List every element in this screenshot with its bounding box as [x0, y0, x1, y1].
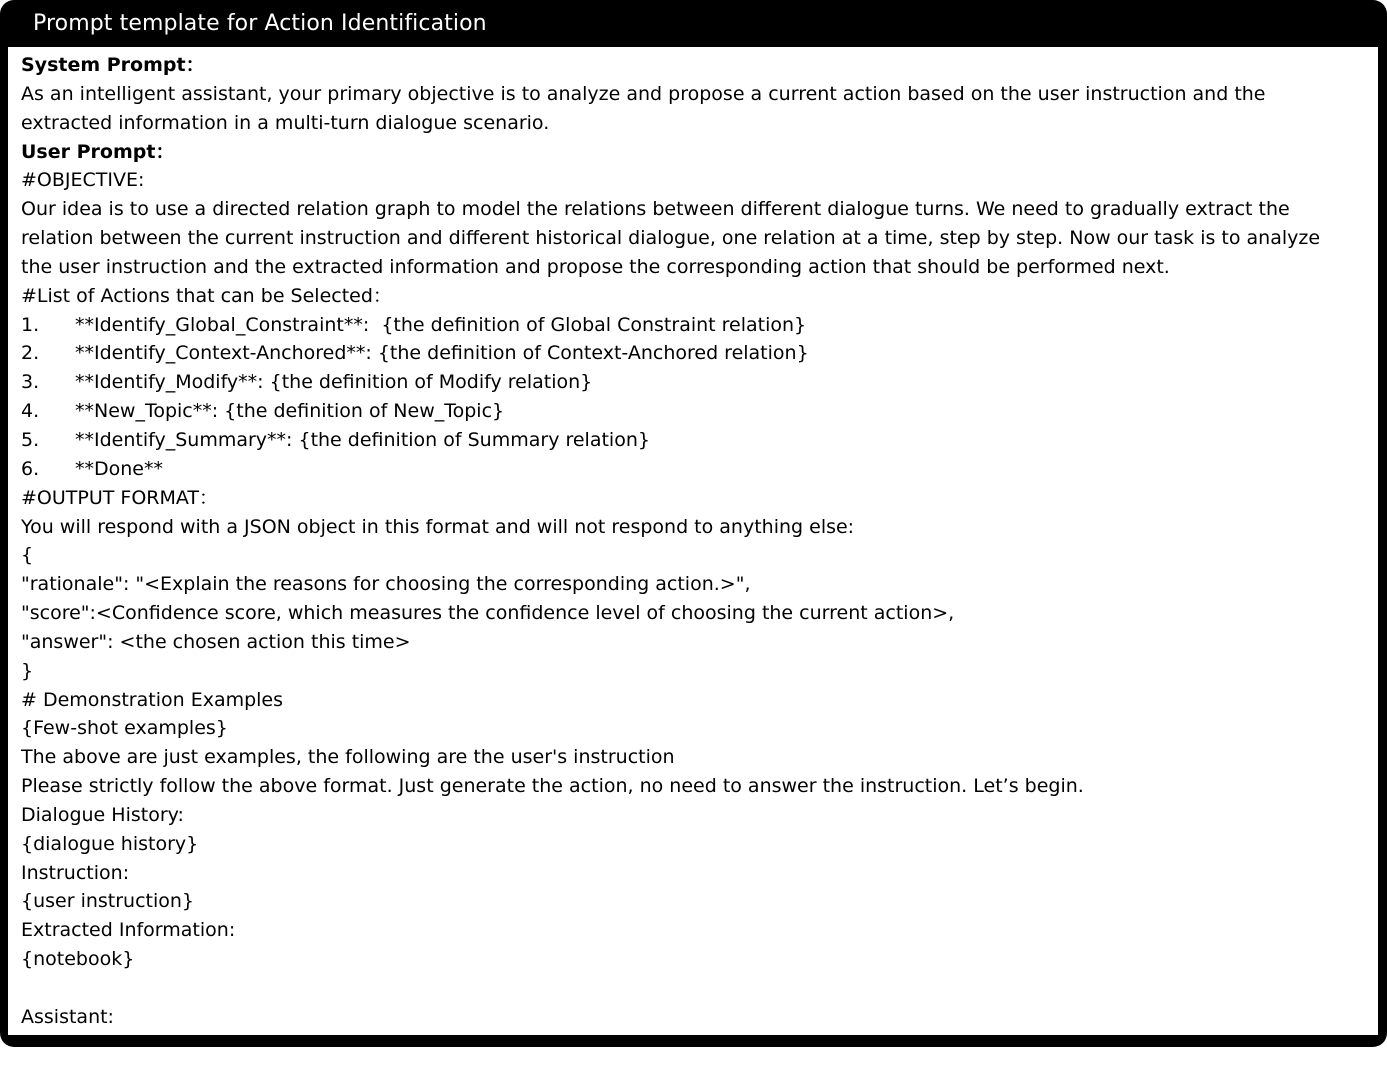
json-score-line: "score":<Confidence score, which measures the confidence level of choosing the current action>, [21, 602, 955, 625]
action-text: **Identify_Modify**: {the definition of Modify relation} [75, 371, 593, 394]
instruction-label: Instruction: [21, 861, 130, 884]
objective-line: the user instruction and the extracted information and propose the corresponding action that should be performed next. [21, 255, 1170, 278]
action-number: 2. [21, 342, 40, 365]
json-close-brace: } [21, 659, 34, 682]
extracted-info-label: Extracted Information: [21, 919, 236, 942]
action-text: **Identify_Context-Anchored**: {the definition of Context-Anchored relation} [75, 342, 809, 365]
demo-line: Please strictly follow the above format. Just generate the action, no need to answer the instruction. Let’s begin. [21, 775, 1084, 798]
objective-line: relation between the current instruction and different historical dialogue, one relation at a time, step by step. Now our task is to analyze [21, 227, 1321, 250]
action-text: **New_Topic**: {the definition of New_Topic} [75, 400, 505, 423]
json-rationale-line: "rationale": "<Explain the reasons for choosing the corresponding action.>", [21, 573, 751, 596]
action-number: 4. [21, 400, 40, 423]
dialogue-history-placeholder: {dialogue history} [21, 832, 199, 855]
action-text: **Done** [75, 457, 163, 480]
action-number: 6. [21, 457, 40, 480]
action-text: **Identify_Summary**: {the definition of Summary relation} [75, 428, 650, 451]
action-number: 5. [21, 428, 40, 451]
objective-heading: #OBJECTIVE: [21, 169, 145, 192]
action-number: 1. [21, 313, 40, 336]
action-number: 3. [21, 371, 40, 394]
action-item [21, 455, 1378, 484]
system-prompt-label: System Prompt： [21, 54, 205, 76]
action-text: **Identify_Global_Constraint**: {the definition of Global Constraint relation} [75, 313, 807, 336]
actions-list [21, 311, 1378, 484]
dialogue-history-label: Dialogue History: [21, 803, 184, 826]
assistant-label: Assistant: [21, 1005, 114, 1028]
output-format-heading: #OUTPUT FORMAT： [21, 486, 219, 509]
objective-line: Our idea is to use a directed relation graph to model the relations between different dialogue turns. We need to gradually extract the [21, 198, 1290, 221]
action-item [21, 397, 1378, 426]
blank-line [21, 974, 1378, 1003]
demo-heading: # Demonstration Examples [21, 688, 284, 711]
output-format-line: You will respond with a JSON object in this format and will not respond to anything else: [21, 515, 855, 538]
system-prompt-line: extracted information in a multi-turn dialogue scenario. [21, 111, 550, 134]
action-item [21, 368, 1378, 397]
prompt-content [8, 47, 1378, 1035]
action-item [21, 311, 1378, 340]
instruction-placeholder: {user instruction} [21, 890, 195, 913]
system-prompt-line: As an intelligent assistant, your primary objective is to analyze and propose a current action based on the user instruction and the [21, 82, 1266, 105]
json-open-brace: { [21, 544, 34, 567]
card-title: Prompt template for Action Identification [33, 11, 487, 36]
action-item [21, 339, 1378, 368]
user-prompt-label: User Prompt： [21, 140, 175, 163]
actions-heading: #List of Actions that can be Selected： [21, 284, 392, 307]
notebook-placeholder: {notebook} [21, 948, 135, 971]
json-answer-line: "answer": <the chosen action this time> [21, 630, 411, 653]
few-shot-placeholder: {Few-shot examples} [21, 717, 228, 740]
action-item [21, 426, 1378, 455]
demo-line: The above are just examples, the following are the user's instruction [21, 746, 675, 769]
